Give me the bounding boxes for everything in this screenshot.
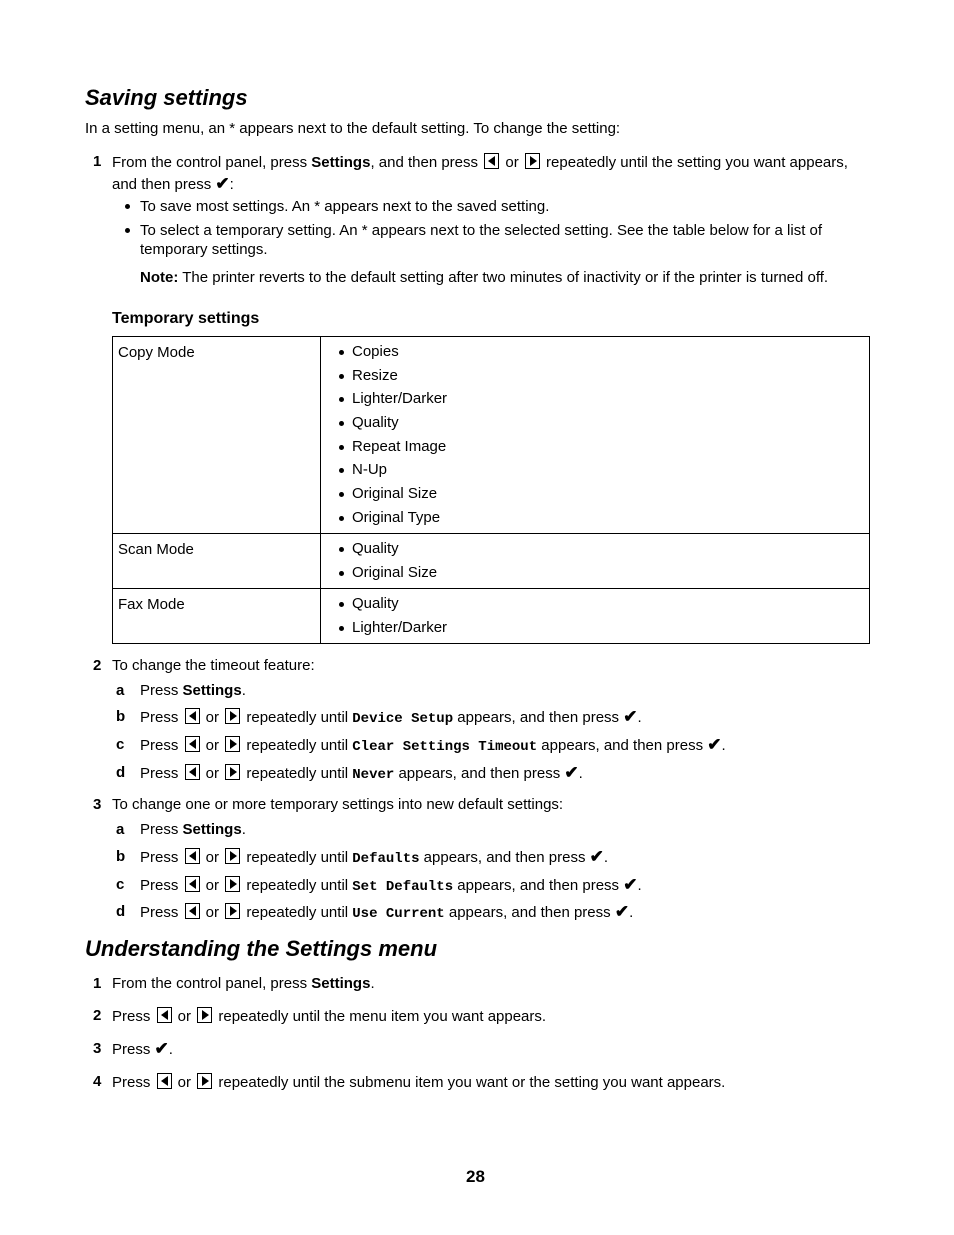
step-text bbox=[112, 1007, 546, 1026]
substep-text bbox=[140, 708, 642, 728]
settings-label: Settings bbox=[311, 154, 371, 171]
substep-text bbox=[140, 682, 246, 700]
text-fragment: . bbox=[578, 765, 583, 782]
table-row bbox=[113, 534, 870, 589]
right-arrow-button-icon bbox=[225, 876, 240, 892]
text-fragment: appears, and then press bbox=[394, 765, 565, 782]
settings-label: Settings bbox=[182, 682, 242, 699]
substep-text bbox=[140, 848, 608, 868]
menu-value: Set Defaults bbox=[352, 879, 454, 895]
table-cell-items bbox=[321, 589, 870, 644]
menu-value: Clear Settings Timeout bbox=[352, 739, 538, 755]
text-fragment: . bbox=[637, 709, 642, 726]
text-fragment: . bbox=[241, 682, 246, 699]
list-item: N-Up bbox=[339, 461, 869, 479]
list-item: Original Size bbox=[339, 485, 869, 503]
text-fragment: Press bbox=[140, 709, 183, 726]
menu-value: Defaults bbox=[352, 851, 420, 867]
text-fragment: Press bbox=[112, 1041, 155, 1058]
substep-text bbox=[140, 764, 583, 784]
menu-value: Use Current bbox=[352, 906, 445, 922]
list-item: Original Type bbox=[339, 509, 869, 527]
left-arrow-button-icon bbox=[157, 1073, 172, 1089]
substep-letter: b bbox=[116, 708, 126, 725]
text-fragment: appears, and then press bbox=[537, 737, 708, 754]
substep-letter: d bbox=[116, 764, 126, 781]
menu-value: Device Setup bbox=[352, 711, 454, 727]
step-number: 2 bbox=[93, 657, 102, 674]
text-fragment: or bbox=[173, 1074, 196, 1091]
page-number: 28 bbox=[466, 1167, 485, 1186]
table-row bbox=[113, 337, 870, 534]
text-fragment: or bbox=[201, 765, 224, 782]
text-fragment: Press bbox=[140, 821, 183, 838]
text-fragment: Press bbox=[140, 877, 183, 894]
substep-letter: d bbox=[116, 903, 126, 920]
table-row bbox=[113, 589, 870, 644]
text-fragment: . bbox=[721, 737, 726, 754]
text-fragment: Press bbox=[140, 765, 183, 782]
text-fragment: appears, and then press bbox=[453, 709, 624, 726]
note-text: The printer reverts to the default setting after two minutes of inactivity or if the printer is turned off. bbox=[178, 269, 829, 286]
text-fragment: . bbox=[370, 975, 375, 992]
list-item: Copies bbox=[339, 343, 869, 361]
bullet-icon bbox=[125, 204, 130, 209]
text-fragment: appears, and then press bbox=[453, 877, 624, 894]
step-text bbox=[112, 1040, 173, 1059]
text-fragment: repeatedly until bbox=[242, 709, 353, 726]
bullet-text: To save most settings. An * appears next to the saved setting. bbox=[140, 198, 550, 215]
table-cell-items bbox=[321, 337, 870, 534]
text-fragment: From the control panel, press bbox=[112, 975, 312, 992]
left-arrow-button-icon bbox=[185, 903, 200, 919]
checkmark-icon: ✔ bbox=[707, 735, 722, 754]
table-cell-mode: Copy Mode bbox=[113, 337, 321, 534]
text-fragment: repeatedly until the menu item you want appears. bbox=[214, 1008, 547, 1025]
text-fragment: From the control panel, press bbox=[112, 154, 312, 171]
substep-text bbox=[140, 903, 633, 923]
text-fragment: Press bbox=[140, 849, 183, 866]
section-title-saving-settings: Saving settings bbox=[85, 85, 248, 110]
left-arrow-button-icon bbox=[185, 764, 200, 780]
step-text: To change the timeout feature: bbox=[112, 657, 315, 674]
checkmark-icon: ✔ bbox=[589, 847, 604, 866]
list-item: Resize bbox=[339, 367, 869, 385]
checkmark-icon: ✔ bbox=[623, 875, 638, 894]
text-fragment: . bbox=[629, 904, 634, 921]
text-fragment: or bbox=[201, 737, 224, 754]
text-fragment: . bbox=[603, 849, 609, 866]
checkmark-icon: ✔ bbox=[154, 1039, 169, 1058]
text-fragment: appears, and then press bbox=[419, 849, 590, 866]
bullet-icon bbox=[125, 228, 130, 233]
text-fragment: repeatedly until the setting you want appears, bbox=[541, 154, 848, 171]
checkmark-icon: ✔ bbox=[215, 174, 230, 193]
text-fragment: Press bbox=[140, 682, 183, 699]
checkmark-icon: ✔ bbox=[614, 902, 630, 921]
step-number: 4 bbox=[93, 1073, 102, 1090]
bullet-text: temporary settings. bbox=[140, 241, 268, 258]
list-item: Lighter/Darker bbox=[339, 390, 869, 408]
text-fragment: repeatedly until bbox=[242, 877, 353, 894]
text-fragment: Press bbox=[112, 1074, 155, 1091]
substep-text bbox=[140, 876, 642, 896]
text-fragment: and then press bbox=[112, 176, 216, 193]
temporary-settings-table bbox=[112, 336, 870, 644]
substep-letter: c bbox=[116, 736, 125, 753]
list-item: Repeat Image bbox=[339, 438, 869, 456]
text-fragment: or bbox=[201, 877, 224, 894]
text-fragment: repeatedly until bbox=[242, 849, 353, 866]
table-title: Temporary settings bbox=[112, 310, 260, 327]
text-fragment: repeatedly until bbox=[242, 737, 353, 754]
table-cell-items bbox=[321, 534, 870, 589]
text-fragment: Press bbox=[140, 904, 183, 921]
left-arrow-button-icon bbox=[185, 708, 200, 724]
table-cell-mode: Scan Mode bbox=[113, 534, 321, 589]
substep-text bbox=[140, 821, 246, 839]
checkmark-icon: ✔ bbox=[623, 707, 638, 726]
left-arrow-button-icon bbox=[484, 153, 499, 169]
step-number: 1 bbox=[93, 153, 102, 170]
step-text bbox=[112, 975, 375, 993]
checkmark-icon: ✔ bbox=[564, 763, 579, 782]
step-text: To change one or more temporary settings into new default settings: bbox=[112, 796, 564, 813]
note-label: Note: bbox=[140, 269, 179, 286]
step-number: 1 bbox=[93, 975, 102, 992]
right-arrow-button-icon bbox=[225, 708, 240, 724]
text-fragment: Press bbox=[140, 737, 183, 754]
step-text bbox=[112, 153, 848, 172]
substep-text bbox=[140, 736, 726, 756]
text-fragment: or bbox=[173, 1008, 196, 1025]
text-fragment: appears, and then press bbox=[444, 904, 615, 921]
step-text-continued bbox=[112, 175, 234, 194]
substep-letter: c bbox=[116, 876, 125, 893]
list-item: Original Size bbox=[339, 564, 869, 582]
right-arrow-button-icon bbox=[225, 764, 240, 780]
step-number: 3 bbox=[93, 796, 102, 813]
text-fragment: , and then press bbox=[370, 154, 483, 171]
text-fragment: . bbox=[168, 1041, 173, 1058]
list-item: Quality bbox=[339, 595, 869, 613]
text-fragment: repeatedly until the submenu item you want or the setting you want appears. bbox=[214, 1074, 726, 1091]
substep-letter: a bbox=[116, 821, 125, 838]
text-fragment: : bbox=[229, 176, 234, 193]
text-fragment: or bbox=[201, 709, 224, 726]
text-fragment: or bbox=[201, 849, 224, 866]
list-item: Quality bbox=[339, 540, 869, 558]
bullet-text: To select a temporary setting. An * appears next to the selected setting. See the table below for a list of bbox=[140, 222, 823, 239]
text-fragment: . bbox=[241, 821, 246, 838]
section-title-understanding-settings-menu: Understanding the Settings menu bbox=[85, 936, 438, 961]
right-arrow-button-icon bbox=[225, 736, 240, 752]
note bbox=[140, 269, 828, 287]
left-arrow-button-icon bbox=[157, 1007, 172, 1023]
substep-letter: a bbox=[116, 682, 125, 699]
left-arrow-button-icon bbox=[185, 848, 200, 864]
step-text bbox=[112, 1073, 725, 1092]
text-fragment: or bbox=[501, 154, 523, 171]
intro-text: In a setting menu, an * appears next to the default setting. To change the setting: bbox=[85, 120, 621, 137]
text-fragment: Press bbox=[112, 1008, 155, 1025]
right-arrow-button-icon bbox=[525, 153, 540, 169]
right-arrow-button-icon bbox=[225, 903, 240, 919]
settings-label: Settings bbox=[311, 975, 371, 992]
list-item: Lighter/Darker bbox=[339, 619, 869, 637]
text-fragment: repeatedly until bbox=[242, 904, 353, 921]
step-number: 2 bbox=[93, 1007, 102, 1024]
settings-label: Settings bbox=[182, 821, 242, 838]
text-fragment: or bbox=[201, 904, 224, 921]
text-fragment: repeatedly until bbox=[242, 765, 353, 782]
text-fragment: . bbox=[637, 877, 642, 894]
right-arrow-button-icon bbox=[197, 1007, 212, 1023]
left-arrow-button-icon bbox=[185, 876, 200, 892]
right-arrow-button-icon bbox=[197, 1073, 212, 1089]
substep-letter: b bbox=[116, 848, 126, 865]
list-item: Quality bbox=[339, 414, 869, 432]
step-number: 3 bbox=[93, 1040, 102, 1057]
left-arrow-button-icon bbox=[185, 736, 200, 752]
right-arrow-button-icon bbox=[225, 848, 240, 864]
menu-value: Never bbox=[352, 767, 395, 783]
table-cell-mode: Fax Mode bbox=[113, 589, 321, 644]
